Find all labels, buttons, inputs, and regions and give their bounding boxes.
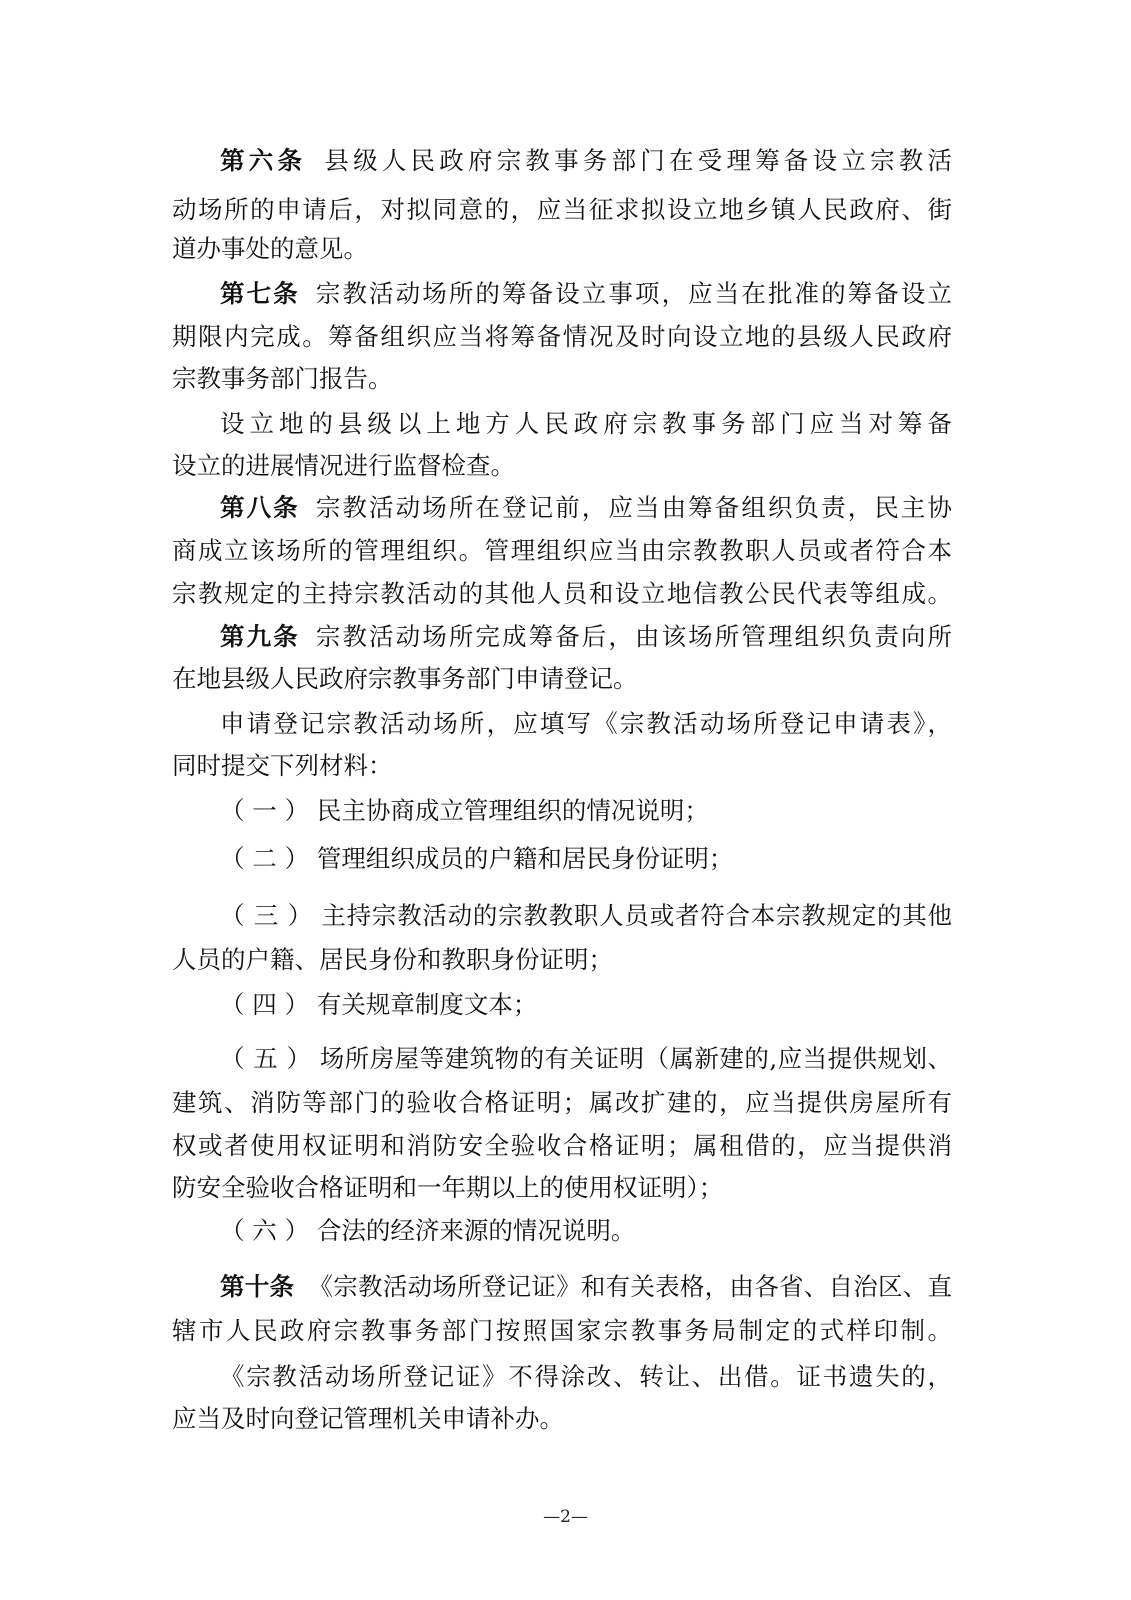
article-8-line-1	[220, 486, 952, 530]
article-9-para-2-line-2: 同时提交下列材料：	[172, 751, 393, 780]
article-9-text: 宗教活动场所完成筹备后，由该场所管理组织负责向所	[313, 622, 953, 651]
list-item-5-line-4: 防安全验收合格证明和一年期以上的使用权证明）；	[172, 1173, 724, 1202]
article-7-text: 宗教活动场所的筹备设立事项，应当在批准的筹备设立	[313, 279, 953, 308]
article-7-para-2-line-2: 设立的进展情况进行监督检查。	[172, 451, 515, 480]
article-7-para-2-line-1: 设立地的县级以上地方人民政府宗教事务部门应当对筹备	[220, 409, 952, 438]
article-6-text: 县级人民政府宗教事务部门在受理筹备设立宗教活	[320, 146, 953, 175]
list-item-3-line-1: （ 三 ） 主持宗教活动的宗教教职人员或者符合本宗教规定的其他	[220, 901, 952, 930]
article-10-line-2: 辖市人民政府宗教事务部门按照国家宗教事务局制定的式样印制。	[172, 1316, 952, 1345]
article-8-line-2: 商成立该场所的管理组织。管理组织应当由宗教教职人员或者符合本	[172, 536, 952, 565]
article-9-line-2: 在地县级人民政府宗教事务部门申请登记。	[172, 664, 638, 693]
article-8-text: 宗教活动场所在登记前，应当由筹备组织负责，民主协	[313, 493, 953, 522]
article-10-line-1	[220, 1265, 952, 1309]
article-9-line-1	[220, 615, 952, 659]
list-item-6: （ 六 ） 合法的经济来源的情况说明。	[220, 1216, 636, 1245]
article-10-heading: 第十条	[220, 1272, 295, 1301]
article-7-line-1	[220, 272, 952, 316]
list-item-2: （ 二 ） 管理组织成员的户籍和居民身份证明；	[220, 844, 734, 873]
article-10-text: 《宗教活动场所登记证》和有关表格，由各省、自治区、直	[308, 1272, 953, 1301]
list-item-1: （ 一 ） 民主协商成立管理组织的情况说明；	[220, 796, 709, 825]
article-8-heading: 第八条	[220, 493, 300, 522]
article-7-line-2: 期限内完成。筹备组织应当将筹备情况及时向设立地的县级人民政府	[172, 322, 952, 351]
article-9-heading: 第九条	[220, 622, 300, 651]
list-item-3-line-2: 人员的户籍、居民身份和教职身份证明；	[172, 945, 613, 974]
article-7-line-3: 宗教事务部门报告。	[172, 364, 393, 393]
list-item-5-line-3: 权或者使用权证明和消防安全验收合格证明；属租借的，应当提供消	[172, 1131, 952, 1160]
article-6-line-1	[220, 139, 952, 183]
article-6-line-2: 动场所的申请后，对拟同意的，应当征求拟设立地乡镇人民政府、街	[172, 195, 952, 224]
article-7-heading: 第七条	[220, 279, 300, 308]
article-10-para-2-line-1: 《宗教活动场所登记证》不得涂改、转让、出借。证书遗失的，	[220, 1362, 952, 1391]
article-9-para-2-line-1: 申请登记宗教活动场所，应填写《宗教活动场所登记申请表》，	[220, 709, 952, 738]
article-6-line-3: 道办事处的意见。	[172, 234, 368, 263]
article-6-heading: 第六条	[220, 146, 307, 175]
list-item-5-line-1: （ 五 ） 场所房屋等建筑物的有关证明（属新建的,应当提供规划、	[220, 1044, 952, 1073]
page-number: —2—	[543, 1507, 588, 1527]
article-8-line-3: 宗教规定的主持宗教活动的其他人员和设立地信教公民代表等组成。	[172, 579, 952, 608]
article-10-para-2-line-2: 应当及时向登记管理机关申请补办。	[172, 1404, 564, 1433]
list-item-4: （ 四 ） 有关规章制度文本；	[220, 990, 538, 1019]
list-item-5-line-2: 建筑、消防等部门的验收合格证明；属改扩建的，应当提供房屋所有	[172, 1088, 952, 1117]
